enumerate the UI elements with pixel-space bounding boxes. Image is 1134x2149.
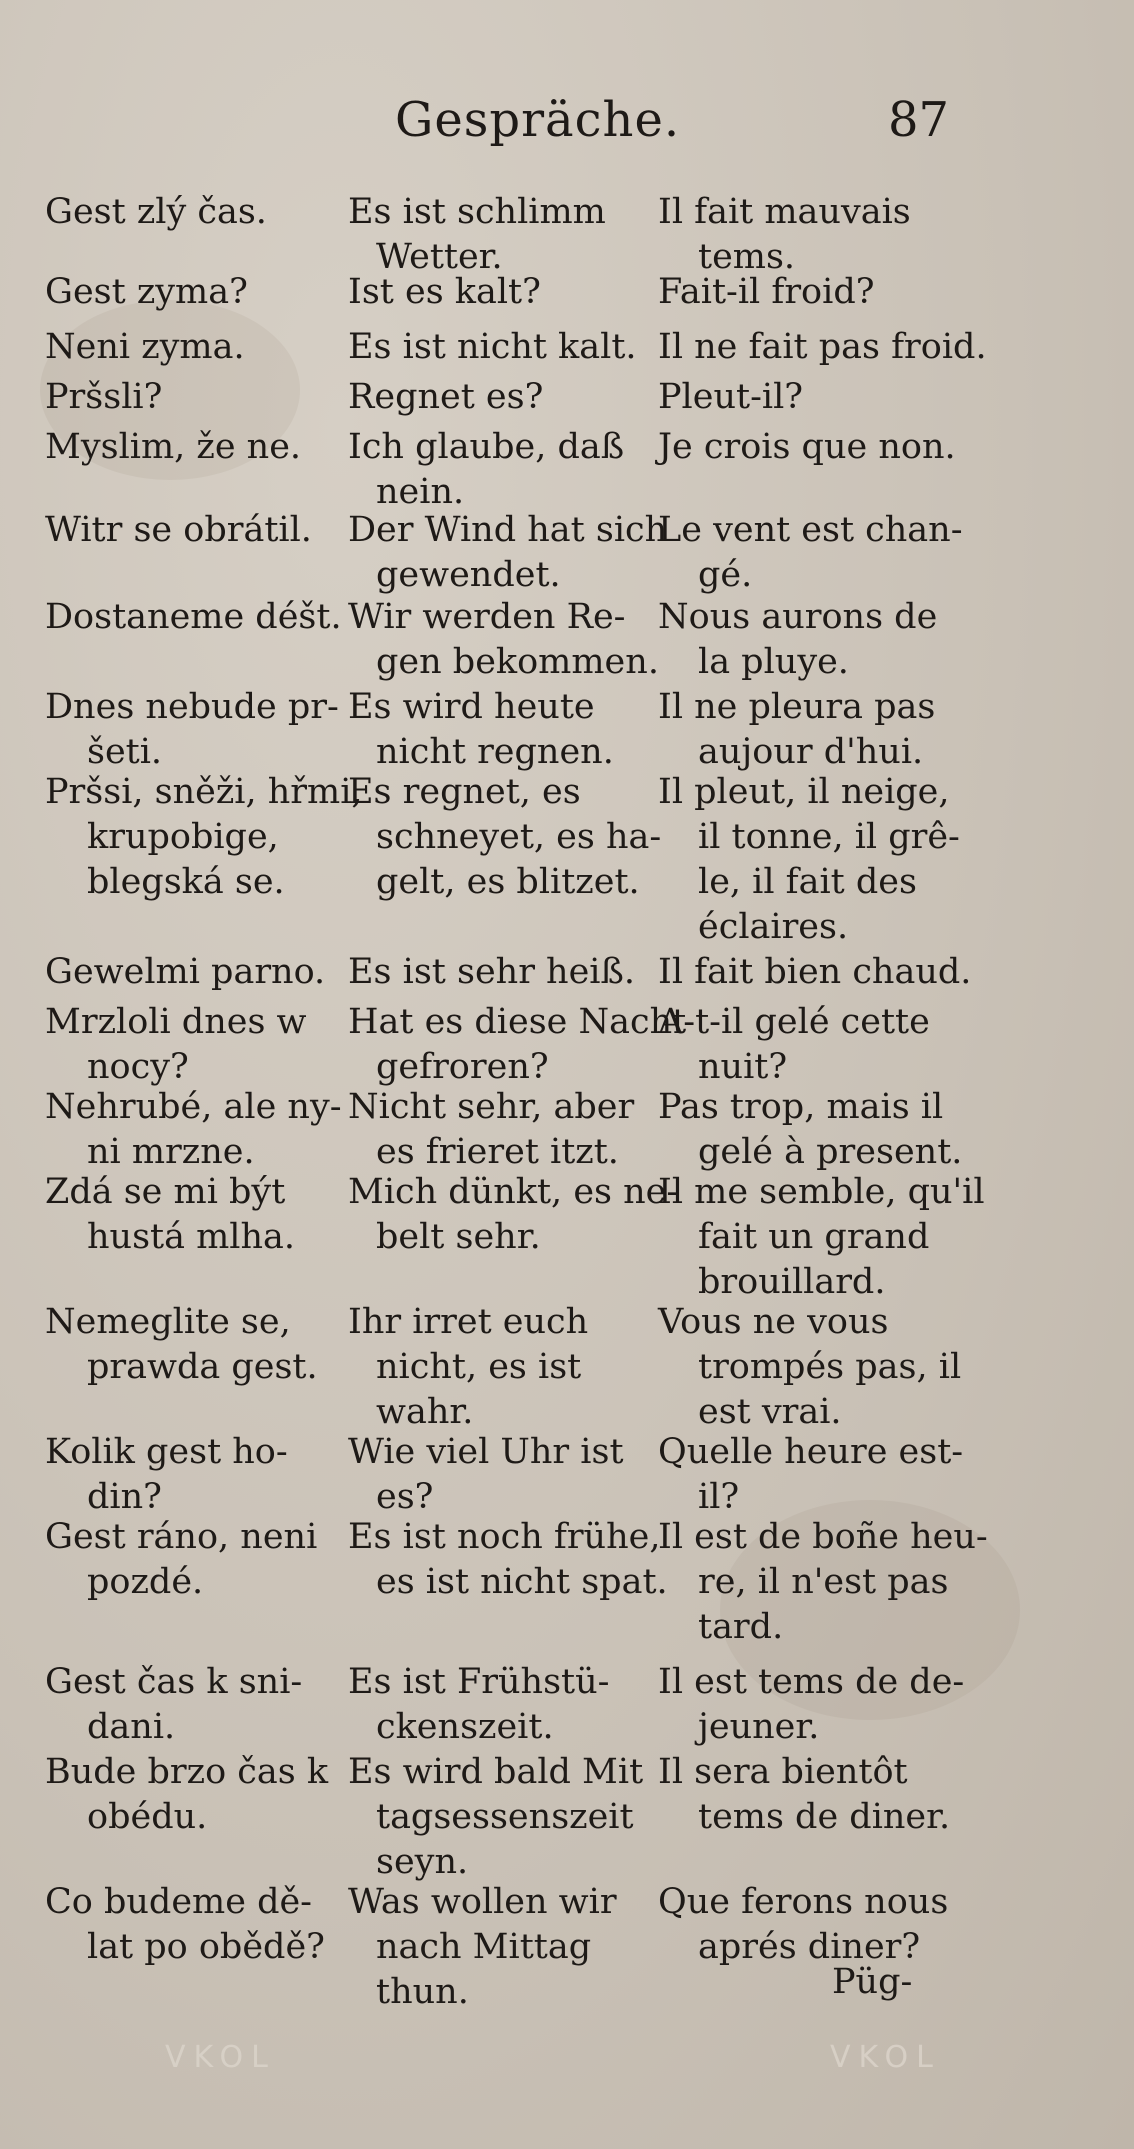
german-line: belt sehr. xyxy=(376,1217,541,1257)
czech-line: Gest ráno, neni xyxy=(45,1517,318,1557)
czech-text xyxy=(45,1880,335,1970)
french-text xyxy=(658,190,1058,280)
german-text xyxy=(348,1660,658,1750)
french-line: trompés pas, il xyxy=(698,1347,962,1387)
french-line: tems de diner. xyxy=(698,1797,951,1837)
french-text xyxy=(658,425,1058,470)
czech-text xyxy=(45,1430,335,1520)
german-text xyxy=(348,1750,658,1885)
french-line: Il sera bientôt xyxy=(658,1752,908,1792)
czech-line: Bude brzo čas k xyxy=(45,1752,329,1792)
german-line: es? xyxy=(376,1477,434,1517)
german-text xyxy=(348,770,662,905)
czech-line: Pršsi, sněži, hřmi, xyxy=(45,772,363,812)
czech-text xyxy=(45,1000,335,1090)
german-text xyxy=(348,508,668,598)
german-line: schneyet, es ha- xyxy=(376,817,662,857)
czech-line: šeti. xyxy=(87,732,163,772)
french-line: gelé à present. xyxy=(698,1132,963,1172)
french-text xyxy=(658,1085,1058,1175)
french-text xyxy=(658,270,1058,315)
french-text xyxy=(658,1515,1058,1650)
czech-text xyxy=(45,375,335,420)
french-text xyxy=(658,375,1058,420)
french-line: est vrai. xyxy=(698,1392,842,1432)
german-line: gen bekommen. xyxy=(376,642,659,682)
german-line: Ihr irret euch xyxy=(348,1302,589,1342)
french-text xyxy=(658,1000,1058,1090)
french-line: A-t-il gelé cette xyxy=(658,1002,930,1042)
german-text xyxy=(348,1085,658,1175)
french-text xyxy=(658,685,1058,775)
french-text xyxy=(658,1750,1058,1840)
czech-text xyxy=(45,1170,335,1260)
page-title: Gespräche. xyxy=(395,92,681,148)
french-line: gé. xyxy=(698,555,753,595)
french-text xyxy=(658,1300,1058,1435)
french-line: éclaires. xyxy=(698,907,849,947)
german-line: Es ist noch frühe, xyxy=(348,1517,661,1557)
czech-text xyxy=(45,425,335,470)
french-line: re, il n'est pas xyxy=(698,1562,949,1602)
czech-line: Gest čas k sni- xyxy=(45,1662,303,1702)
german-line: Was wollen wir xyxy=(348,1882,617,1922)
german-line: Es ist schlimm xyxy=(348,192,606,232)
german-line: Ist es kalt? xyxy=(348,272,541,312)
czech-text xyxy=(45,270,335,315)
german-line: es ist nicht spat. xyxy=(376,1562,668,1602)
czech-text xyxy=(45,508,335,553)
german-line: nein. xyxy=(376,472,465,512)
czech-line: dani. xyxy=(87,1707,176,1747)
french-line: Le vent est chan- xyxy=(658,510,963,550)
page-number: 87 xyxy=(888,92,950,148)
french-line: Il est tems de de- xyxy=(658,1662,965,1702)
czech-text xyxy=(45,1085,342,1175)
czech-line: blegská se. xyxy=(87,862,285,902)
french-text xyxy=(658,508,1058,598)
german-line: Es wird heute xyxy=(348,687,595,727)
french-line: fait un grand xyxy=(698,1217,930,1257)
german-text xyxy=(348,1300,658,1435)
french-line: brouillard. xyxy=(698,1262,886,1302)
german-line: tagsessenszeit xyxy=(376,1797,634,1837)
french-line: jeuner. xyxy=(698,1707,820,1747)
french-line: Quelle heure est- xyxy=(658,1432,964,1472)
german-line: Es ist nicht kalt. xyxy=(348,327,637,367)
french-line: tems. xyxy=(698,237,796,277)
czech-text xyxy=(45,770,363,905)
german-line: Hat es diese Nacht xyxy=(348,1002,687,1042)
german-text xyxy=(348,325,658,370)
german-text xyxy=(348,685,658,775)
czech-text xyxy=(45,685,339,775)
german-line: nach Mittag xyxy=(376,1927,592,1967)
czech-line: hustá mlha. xyxy=(87,1217,296,1257)
french-text xyxy=(658,1660,1058,1750)
french-line: Il est de boñe heu- xyxy=(658,1517,988,1557)
czech-line: pozdé. xyxy=(87,1562,204,1602)
czech-line: obédu. xyxy=(87,1797,208,1837)
french-line: Il me semble, qu'il xyxy=(658,1172,985,1212)
german-text xyxy=(348,1880,658,2015)
czech-line: Witr se obrátil. xyxy=(45,510,312,550)
french-line: Vous ne vous xyxy=(658,1302,889,1342)
german-line: Mich dünkt, es ne- xyxy=(348,1172,679,1212)
french-text xyxy=(658,1880,1058,1970)
french-text xyxy=(658,595,1058,685)
czech-line: Pršsli? xyxy=(45,377,163,417)
watermark: VKOL xyxy=(165,2040,276,2075)
czech-text xyxy=(45,1300,335,1390)
czech-line: krupobige, xyxy=(87,817,279,857)
czech-line: Gest zlý čas. xyxy=(45,192,267,232)
czech-line: ni mrzne. xyxy=(87,1132,255,1172)
czech-line: Gewelmi parno. xyxy=(45,952,326,992)
czech-line: nocy? xyxy=(87,1047,189,1087)
watermark: VKOL xyxy=(830,2040,941,2075)
catchword: Püg- xyxy=(832,1962,913,2002)
czech-line: prawda gest. xyxy=(87,1347,318,1387)
french-line: Il fait mauvais xyxy=(658,192,911,232)
german-text xyxy=(348,1515,668,1605)
french-line: Fait-il froid? xyxy=(658,272,875,312)
german-line: wahr. xyxy=(376,1392,474,1432)
german-line: gewendet. xyxy=(376,555,561,595)
french-line: Pleut-il? xyxy=(658,377,804,417)
french-text xyxy=(658,770,1058,950)
french-line: Il ne pleura pas xyxy=(658,687,936,727)
czech-text xyxy=(45,190,335,235)
czech-line: Kolik gest ho- xyxy=(45,1432,288,1472)
german-line: nicht regnen. xyxy=(376,732,614,772)
french-line: aprés diner? xyxy=(698,1927,921,1967)
german-line: gelt, es blitzet. xyxy=(376,862,640,902)
german-line: Es ist sehr heiß. xyxy=(348,952,636,992)
german-text xyxy=(348,270,658,315)
german-line: gefroren? xyxy=(376,1047,549,1087)
german-text xyxy=(348,425,658,515)
french-line: Il pleut, il neige, xyxy=(658,772,950,812)
czech-line: Dnes nebude pr- xyxy=(45,687,339,727)
french-line: Nous aurons de xyxy=(658,597,938,637)
czech-line: Nehrubé, ale ny- xyxy=(45,1087,342,1127)
german-line: ckenszeit. xyxy=(376,1707,554,1747)
german-line: Wir werden Re- xyxy=(348,597,626,637)
german-line: Es wird bald Mit xyxy=(348,1752,644,1792)
czech-line: Neni zyma. xyxy=(45,327,245,367)
german-line: Es ist Frühstü- xyxy=(348,1662,610,1702)
german-line: thun. xyxy=(376,1972,469,2012)
czech-line: Co budeme dě- xyxy=(45,1882,313,1922)
french-line: tard. xyxy=(698,1607,784,1647)
french-line: il? xyxy=(698,1477,740,1517)
german-text xyxy=(348,950,658,995)
czech-line: Mrzloli dnes w xyxy=(45,1002,307,1042)
czech-line: Zdá se mi být xyxy=(45,1172,286,1212)
german-text xyxy=(348,595,658,685)
german-line: Wetter. xyxy=(376,237,503,277)
german-line: nicht, es ist xyxy=(376,1347,582,1387)
french-line: nuit? xyxy=(698,1047,788,1087)
german-text xyxy=(348,1170,679,1260)
french-line: aujour d'hui. xyxy=(698,732,924,772)
czech-text xyxy=(45,1515,335,1605)
german-line: Ich glaube, daß xyxy=(348,427,625,467)
french-text xyxy=(658,325,1058,370)
czech-text xyxy=(45,325,335,370)
french-line: Que ferons nous xyxy=(658,1882,949,1922)
german-line: Der Wind hat sich xyxy=(348,510,668,550)
french-text xyxy=(658,1430,1058,1520)
czech-text xyxy=(45,1660,335,1750)
french-line: le, il fait des xyxy=(698,862,917,902)
french-line: Il fait bien chaud. xyxy=(658,952,972,992)
czech-text xyxy=(45,950,335,995)
czech-line: Dostaneme déšt. xyxy=(45,597,342,637)
german-text xyxy=(348,1000,687,1090)
french-text xyxy=(658,1170,1058,1305)
german-line: seyn. xyxy=(376,1842,469,1882)
czech-text xyxy=(45,595,342,640)
french-line: la pluye. xyxy=(698,642,849,682)
czech-line: Gest zyma? xyxy=(45,272,248,312)
czech-line: Myslim, že ne. xyxy=(45,427,302,467)
german-text xyxy=(348,1430,658,1520)
german-text xyxy=(348,375,658,420)
french-line: Pas trop, mais il xyxy=(658,1087,944,1127)
german-line: Es regnet, es xyxy=(348,772,581,812)
german-line: Nicht sehr, aber xyxy=(348,1087,635,1127)
czech-line: din? xyxy=(87,1477,162,1517)
french-line: Il ne fait pas froid. xyxy=(658,327,987,367)
german-line: es frieret itzt. xyxy=(376,1132,619,1172)
german-line: Wie viel Uhr ist xyxy=(348,1432,624,1472)
czech-text xyxy=(45,1750,335,1840)
french-text xyxy=(658,950,1058,995)
german-line: Regnet es? xyxy=(348,377,544,417)
french-line: il tonne, il grê- xyxy=(698,817,960,857)
czech-line: Nemeglite se, xyxy=(45,1302,291,1342)
german-text xyxy=(348,190,658,280)
czech-line: lat po obědě? xyxy=(87,1927,325,1967)
french-line: Je crois que non. xyxy=(658,427,956,467)
